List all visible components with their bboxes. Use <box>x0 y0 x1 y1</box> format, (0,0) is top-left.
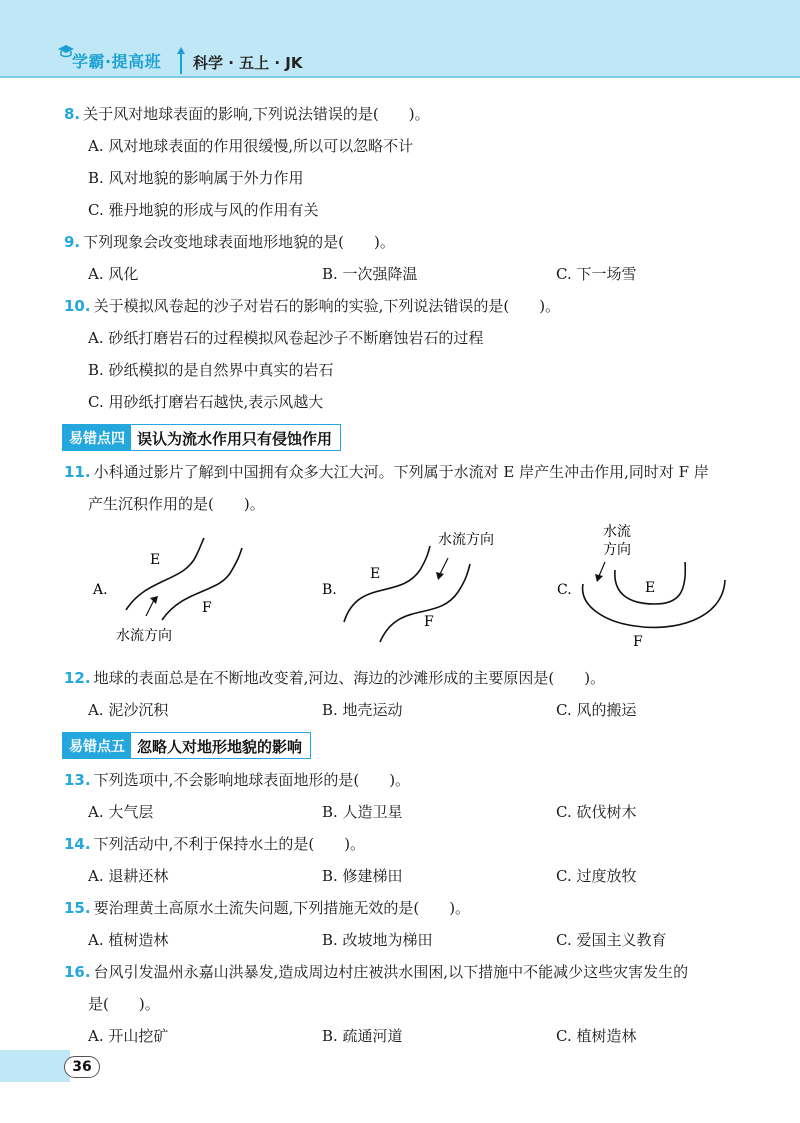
figure-label: C. <box>557 582 572 598</box>
option-b: B. 风对地貌的影响属于外力作用 <box>88 169 304 187</box>
bank-e-label: E <box>370 566 381 582</box>
section-tag: 易错点四 <box>63 425 131 450</box>
figure-b <box>320 526 520 650</box>
section-title: 误认为流水作用只有侵蚀作用 <box>137 430 333 448</box>
question-number: 11. <box>64 463 91 481</box>
option-a: A. 植树造林 <box>88 931 169 949</box>
option-c: C. 过度放牧 <box>556 867 637 885</box>
river-diagram-b <box>320 526 520 650</box>
question-14 <box>64 833 365 854</box>
option-c: C. 植树造林 <box>556 1027 637 1045</box>
page-number: 36 <box>64 1056 100 1078</box>
option-a: A. 退耕还林 <box>88 867 169 885</box>
question-16-continued: 是( )。 <box>88 995 160 1013</box>
question-15 <box>64 897 470 918</box>
question-number: 9. <box>64 233 81 251</box>
option-a: A. 风对地球表面的作用很缓慢,所以可以忽略不计 <box>88 137 414 155</box>
question-number: 15. <box>64 899 91 917</box>
question-stem: 下列选项中,不会影响地球表面地形的是( )。 <box>93 771 411 789</box>
question-number: 14. <box>64 835 91 853</box>
question-stem: 关于风对地球表面的影响,下列说法错误的是( )。 <box>83 105 430 123</box>
question-8 <box>64 103 430 124</box>
bank-e-label: E <box>150 552 161 568</box>
figure-c <box>555 522 735 650</box>
brand-name: 学霸·提高班 <box>72 52 162 71</box>
question-11 <box>64 461 709 482</box>
option-b: B. 改坡地为梯田 <box>322 931 433 949</box>
option-b: B. 人造卫星 <box>322 803 403 821</box>
option-b: B. 疏通河道 <box>322 1027 403 1045</box>
question-stem: 要治理黄土高原水土流失问题,下列措施无效的是( )。 <box>93 899 471 917</box>
option-b: B. 一次强降温 <box>322 265 418 283</box>
section-title: 忽略人对地形地貌的影响 <box>137 738 303 756</box>
bank-e-label: E <box>645 580 656 596</box>
option-c: C. 下一场雪 <box>556 265 637 283</box>
arrow-divider-icon <box>176 46 186 76</box>
option-c: C. 用砂纸打磨岩石越快,表示风越大 <box>88 393 324 411</box>
question-10 <box>64 295 560 316</box>
section-tag: 易错点五 <box>63 733 131 758</box>
figure-label: B. <box>322 582 337 598</box>
question-stem: 下列活动中,不利于保持水土的是( )。 <box>93 835 366 853</box>
option-a: A. 开山挖矿 <box>88 1027 169 1045</box>
question-16 <box>64 961 688 982</box>
question-13 <box>64 769 410 790</box>
question-stem: 下列现象会改变地球表面地形地貌的是( )。 <box>83 233 395 251</box>
question-number: 13. <box>64 771 91 789</box>
footer-band <box>0 1050 70 1082</box>
header-rule <box>0 76 800 78</box>
figure-a <box>88 528 268 648</box>
brand-logo <box>58 46 178 74</box>
option-c: C. 雅丹地貌的形成与风的作用有关 <box>88 201 319 219</box>
option-b: B. 地壳运动 <box>322 701 403 719</box>
flow-direction-label-line1: 水流 <box>603 524 631 540</box>
option-a: A. 大气层 <box>88 803 154 821</box>
bank-f-label: F <box>202 600 212 616</box>
river-diagram-a <box>88 528 268 648</box>
question-stem: 台风引发温州永嘉山洪暴发,造成周边村庄被洪水围困,以下措施中不能减少这些灾害发生的 <box>93 963 689 981</box>
option-a: A. 泥沙沉积 <box>88 701 169 719</box>
question-stem: 关于模拟风卷起的沙子对岩石的影响的实验,下列说法错误的是( )。 <box>93 297 561 315</box>
section-label-4 <box>62 424 341 451</box>
question-stem: 小科通过影片了解到中国拥有众多大江大河。下列属于水流对 E 岸产生冲击作用,同时对 F 岸 <box>93 463 709 481</box>
option-c: C. 砍伐树木 <box>556 803 637 821</box>
bank-f-label: F <box>633 634 643 650</box>
option-b: B. 砂纸模拟的是自然界中真实的岩石 <box>88 361 334 379</box>
question-9 <box>64 231 395 252</box>
option-a: A. 风化 <box>88 265 139 283</box>
flow-direction-label: 水流方向 <box>438 532 494 548</box>
bank-f-label: F <box>424 614 434 630</box>
river-diagram-c <box>555 522 735 650</box>
option-c: C. 爱国主义教育 <box>556 931 667 949</box>
question-12 <box>64 667 605 688</box>
question-stem: 地球的表面总是在不断地改变着,河边、海边的沙滩形成的主要原因是( )。 <box>93 669 606 687</box>
section-label-5 <box>62 732 311 759</box>
figure-label: A. <box>93 582 108 598</box>
flow-direction-label-line2: 方向 <box>603 542 631 558</box>
option-c: C. 风的搬运 <box>556 701 637 719</box>
subject-title: 科学 · 五上 · JK <box>193 54 303 72</box>
option-b: B. 修建梯田 <box>322 867 403 885</box>
flow-direction-label: 水流方向 <box>116 628 172 644</box>
question-number: 10. <box>64 297 91 315</box>
question-number: 8. <box>64 105 81 123</box>
question-number: 16. <box>64 963 91 981</box>
question-number: 12. <box>64 669 91 687</box>
option-a: A. 砂纸打磨岩石的过程模拟风卷起沙子不断磨蚀岩石的过程 <box>88 329 484 347</box>
question-11-continued: 产生沉积作用的是( )。 <box>88 495 265 513</box>
